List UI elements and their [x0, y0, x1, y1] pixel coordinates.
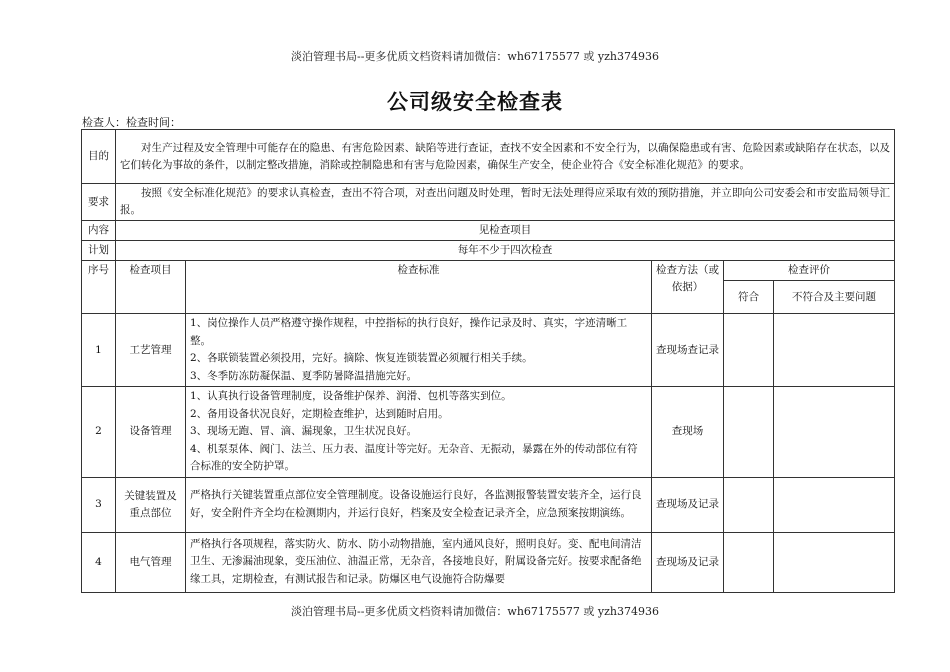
footer-watermark-note: 淡泊管理书局--更多优质文档资料请加微信：wh67175577 或 yzh374936 — [291, 605, 659, 618]
page-title: 公司级安全检查表 — [387, 90, 563, 114]
row-seq: 2 — [82, 387, 116, 478]
standard-line: 1、岗位操作人员严格遵守操作规程，中控指标的执行良好，操作记录及时、真实，字迹清晰工整。 — [190, 317, 628, 347]
plan-row — [82, 241, 895, 261]
row-nonconform-cell — [774, 314, 895, 387]
header-conform: 符合 — [724, 281, 774, 314]
standard-line: 3、冬季防冻防凝保温、夏季防暑降温措施完好。 — [190, 369, 418, 382]
row-nonconform-cell — [774, 532, 895, 592]
row-item: 电气管理 — [116, 532, 186, 592]
standard-line: 3、现场无跑、冒、滴、漏现象，卫生状况良好。 — [190, 425, 418, 437]
standard-line: 2、各联锁装置必须投用，完好。摘除、恢复连锁装置必须履行相关手续。 — [190, 352, 533, 364]
table-row — [82, 314, 895, 387]
header-item: 检查项目 — [116, 261, 186, 314]
table-row — [82, 477, 895, 532]
row-method: 查现场 — [652, 387, 724, 478]
row-item: 工艺管理 — [116, 314, 186, 387]
table-row — [82, 532, 895, 592]
table-row — [82, 387, 895, 478]
header-method: 检查方法（或依据） — [652, 261, 724, 314]
standard-line: 2、备用设备状况良好，定期检查维护，达到随时启用。 — [190, 407, 449, 420]
header-evaluation: 检查评价 — [724, 261, 895, 281]
row-conform-cell — [724, 314, 774, 387]
purpose-label: 目的 — [82, 130, 116, 184]
row-seq: 4 — [82, 532, 116, 592]
header-watermark-note: 淡泊管理书局--更多优质文档资料请加微信：wh67175577 或 yzh374936 — [291, 50, 659, 63]
content-label: 内容 — [82, 221, 116, 241]
header-standard: 检查标准 — [186, 261, 652, 314]
standard-line: 4、机泵泵体、阀门、法兰、压力表、温度计等完好。无杂音、无振动，暴露在外的传动部位有符合标准的安全防护罩。 — [190, 442, 638, 472]
row-seq: 1 — [82, 314, 116, 387]
row-conform-cell — [724, 477, 774, 532]
plan-value: 每年不少于四次检查 — [116, 241, 895, 261]
standard-line: 严格执行各项规程，落实防火、防水、防小动物措施，室内通风良好，照明良好。变、配电间清洁卫生、无渗漏油现象，变压油位、油温正常，无杂音，各接地良好，附属设备完好。按要求配备绝缘工具，定期检查，有测试报告和记录。防爆区电气设施符合防爆要 — [190, 537, 642, 585]
safety-inspection-table — [81, 129, 895, 593]
header-seq: 序号 — [82, 261, 116, 314]
requirement-row — [82, 184, 895, 221]
row-standards — [186, 387, 652, 478]
row-item: 设备管理 — [116, 387, 186, 478]
standard-line: 严格执行关键装置重点部位安全管理制度。设备设施运行良好，各监测报警装置安装齐全，运行良好，安全附件齐全均在检测期内，并运行良好，档案及安全检查记录齐全，应急预案按期演练。 — [190, 489, 642, 519]
header-nonconform: 不符合及主要问题 — [774, 281, 895, 314]
inspector-line: 检查人：检查时间： — [82, 116, 181, 129]
purpose-text: 对生产过程及安全管理中可能存在的隐患、有害危险因素、缺陷等进行查证，查找不安全因素和不安全行为，以确保隐患或有害、危险因素或缺陷存在状态，以及它们转化为事故的条件，以制定整改措施，消除或控制隐患和有害与危险因素，确保生产安全，使企业符合《安全标准化规范》的要求。 — [116, 130, 895, 184]
requirement-label: 要求 — [82, 184, 116, 221]
row-standards — [186, 477, 652, 532]
row-seq: 3 — [82, 477, 116, 532]
standard-line: 1、认真执行设备管理制度，设备维护保养、润滑、包机等落实到位。 — [190, 390, 512, 402]
row-standards — [186, 314, 652, 387]
row-nonconform-cell — [774, 387, 895, 478]
column-header-row — [82, 261, 895, 281]
row-method: 查现场及记录 — [652, 532, 724, 592]
requirement-text: 按照《安全标准化规范》的要求认真检查，查出不符合项，对查出问题及时处理，暂时无法处理得应采取有效的预防措施，并立即向公司安委会和市安监局领导汇报。 — [116, 184, 895, 221]
row-standards — [186, 532, 652, 592]
row-conform-cell — [724, 387, 774, 478]
purpose-row — [82, 130, 895, 184]
row-nonconform-cell — [774, 477, 895, 532]
row-method: 查现场查记录 — [652, 314, 724, 387]
row-conform-cell — [724, 532, 774, 592]
content-value: 见检查项目 — [116, 221, 895, 241]
row-item: 关键装置及重点部位 — [116, 477, 186, 532]
plan-label: 计划 — [82, 241, 116, 261]
content-row — [82, 221, 895, 241]
row-method: 查现场及记录 — [652, 477, 724, 532]
